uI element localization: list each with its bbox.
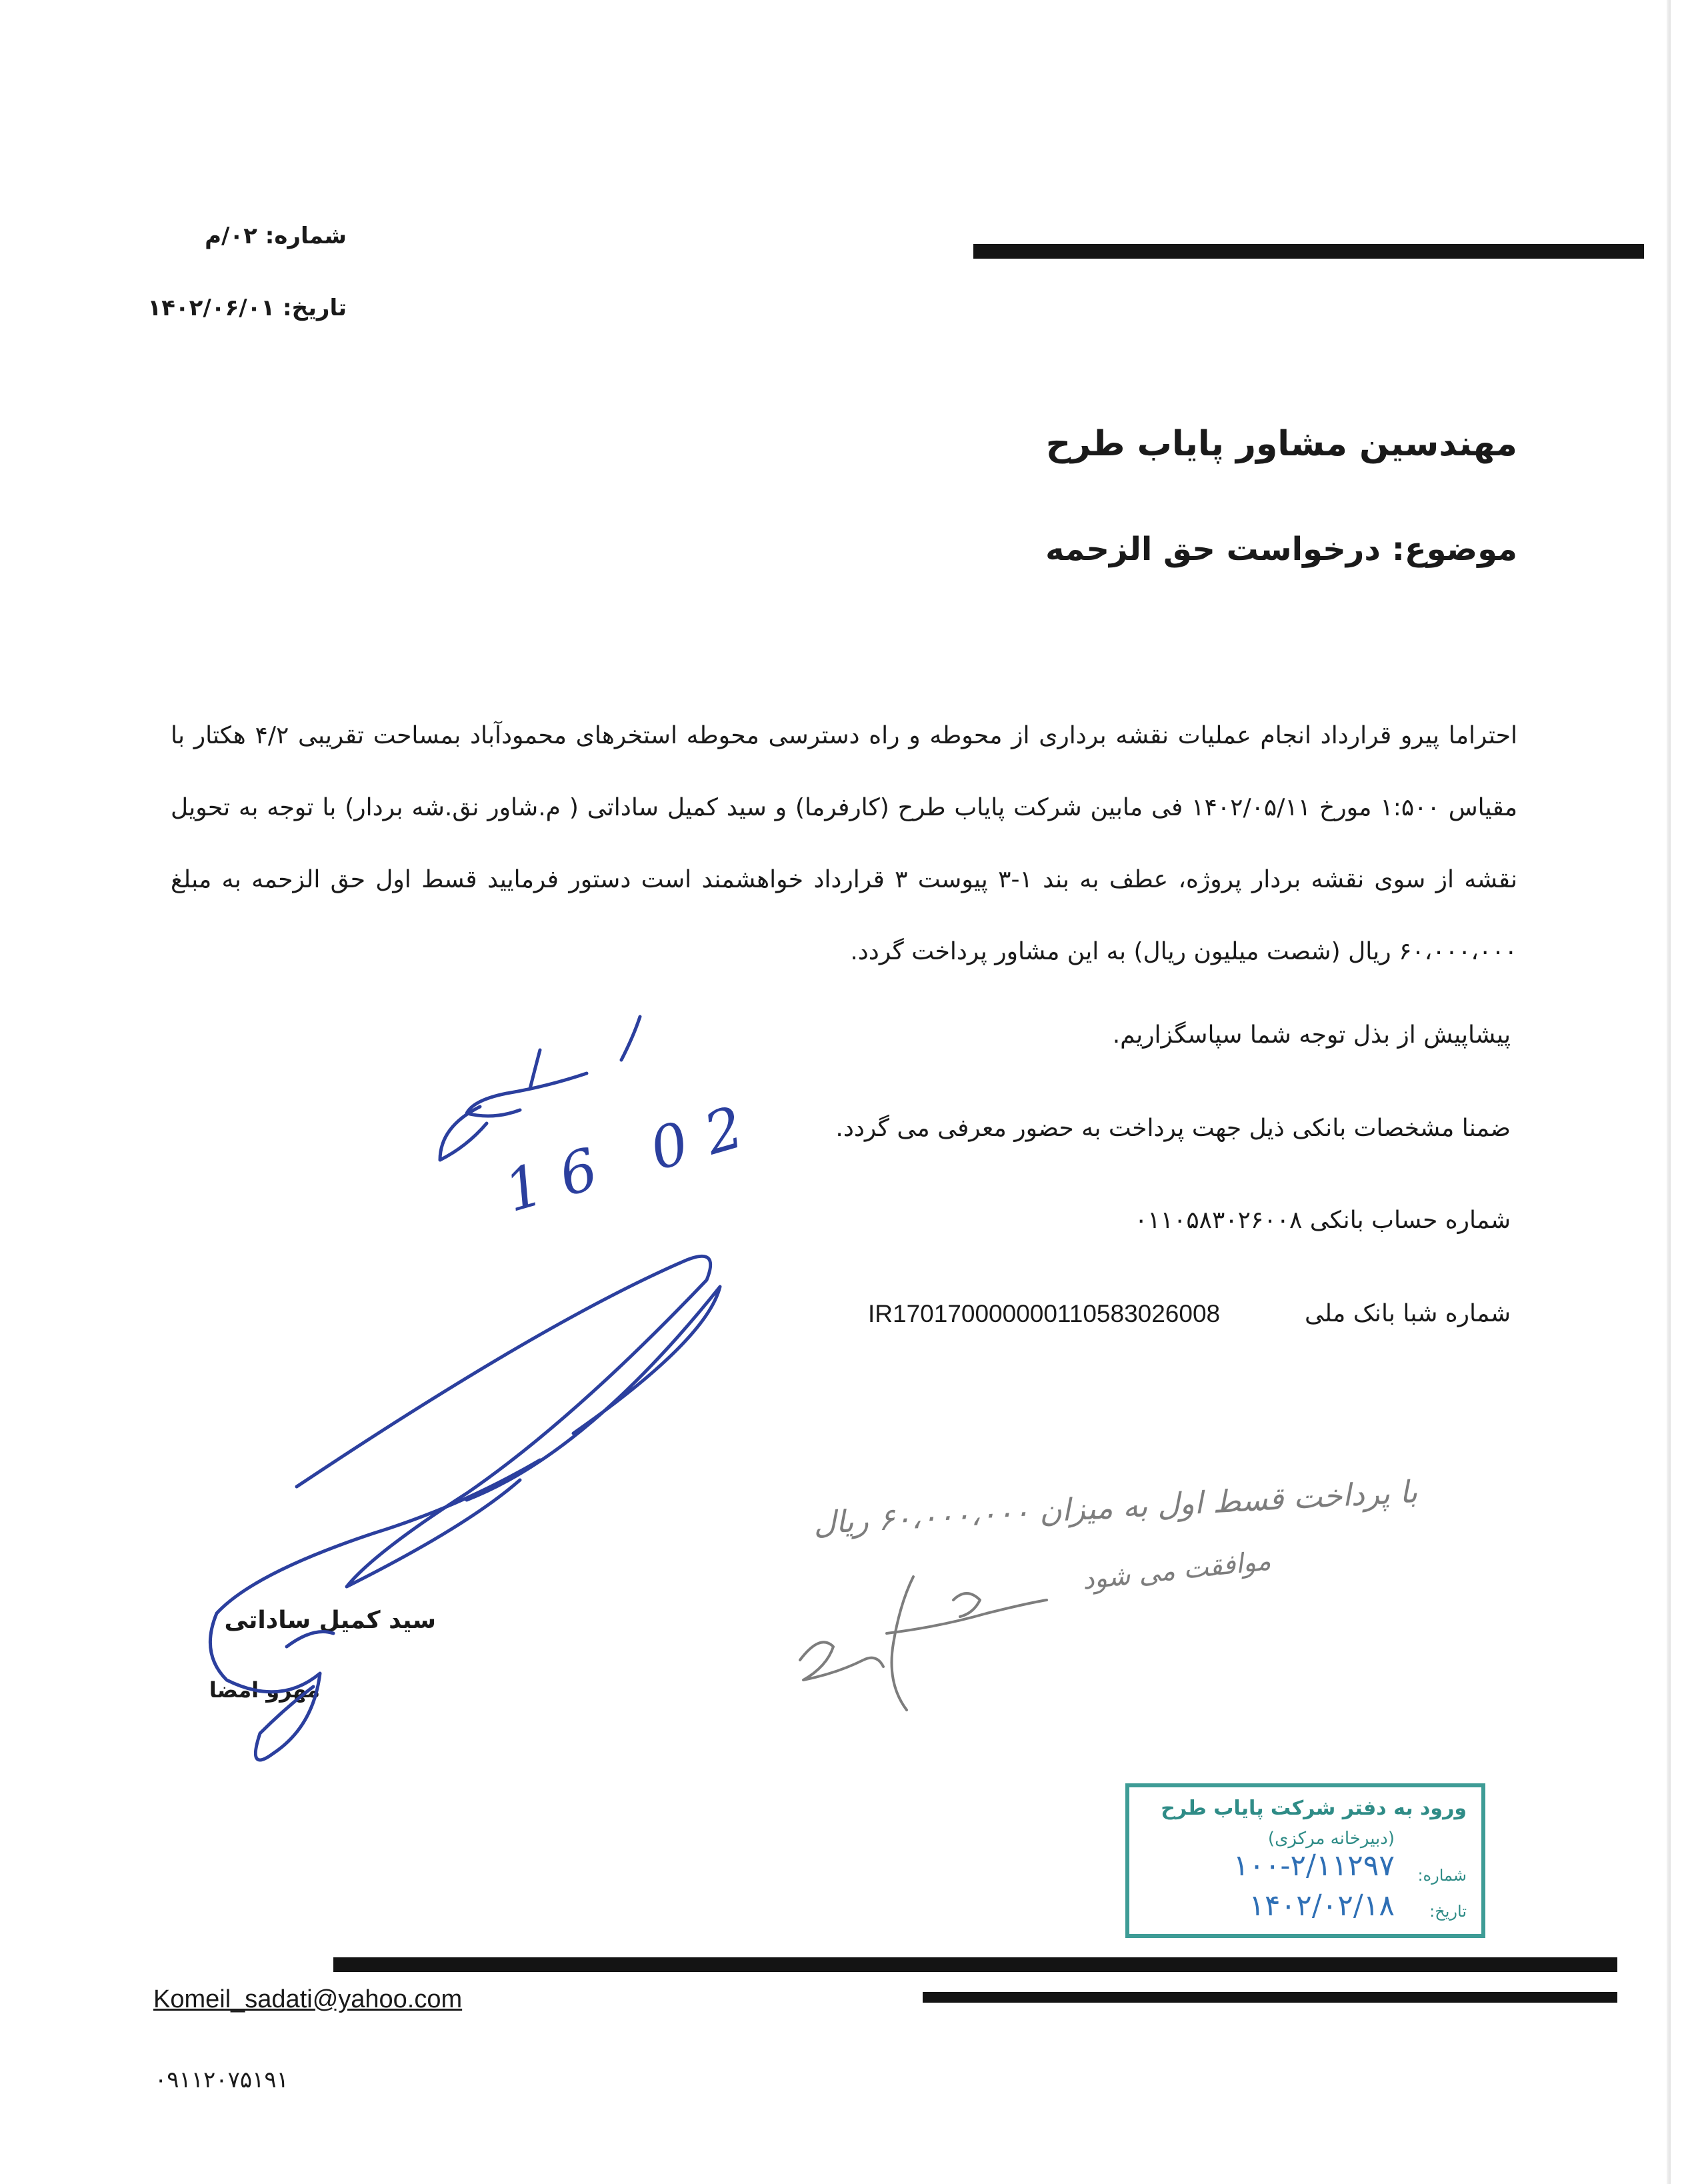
pencil-signature-stroke — [887, 1600, 1047, 1633]
stamp-number-value: ۱۰۰-۲/۱۱۲۹۷ — [1233, 1849, 1395, 1883]
letter-date: تاریخ: ۱۴۰۲/۰۶/۰۱ — [147, 295, 347, 321]
approval-mark-stroke — [440, 1107, 487, 1160]
stamp-subtitle: (دبیرخانه مرکزی) — [1267, 1829, 1395, 1849]
bank-intro-line: ضمنا مشخصات بانکی ذیل جهت پرداخت به حضور معرفی می گردد. — [835, 1115, 1511, 1142]
seal-and-signature-label: مهرو امضا — [209, 1677, 320, 1703]
recipient-heading: مهندسین مشاور پایاب طرح — [1045, 424, 1517, 464]
approval-mark-stroke — [530, 1050, 540, 1089]
handwritten-approval-note: موافقت می شود — [1081, 1545, 1273, 1596]
stamp-date-label: تاریخ: — [1429, 1902, 1467, 1921]
signature-stroke — [297, 1256, 711, 1587]
registration-stamp — [1125, 1783, 1485, 1938]
handwritten-payment-note: با پرداخت قسط اول به میزان ۶۰،۰۰۰،۰۰۰ ریال — [812, 1473, 1419, 1541]
header-rule — [973, 244, 1644, 259]
signatory-name: سید کمیل ساداتی — [224, 1607, 436, 1634]
sheba-label: شماره شبا بانک ملی — [1305, 1300, 1511, 1327]
footer-rule-lower — [923, 1992, 1617, 2003]
main-paragraph: احتراما پیرو قرارداد انجام عملیات نقشه برداری از محوطه و راه دسترسی محوطه استخرهای محمودآباد بمساحت تقریبی ۴/۲ هکتار با مقیاس ۱:۵۰۰ مورخ ۱۴۰۲/۰۵/۱۱ فی مابین شرکت پایاب طرح (کارفرما) و سید کمیل ساداتی ( م.شاور نق.شه بردار) با توجه به تحویل نقشه از سوی نقشه بردار پروژه، عطف به بند ۱-۳ پیوست ۳ قرارداد خواهشمند است دستور فرمایید قسط اول حق الزحمه به مبلغ ۶۰،۰۰۰،۰۰۰ ریال (شصت میلیون ریال) به این مشاور پرداخت گردد. — [171, 722, 1518, 965]
paper-edge — [1667, 0, 1671, 2184]
pencil-signature-stroke — [953, 1593, 980, 1617]
contact-email-link[interactable]: Komeil_sadati@yahoo.com — [153, 1985, 463, 2013]
approval-mark-stroke — [621, 1017, 640, 1060]
handwritten-annotation-digits: 16 02 — [497, 1088, 770, 1226]
stamp-date-value: ۱۴۰۲/۰۲/۱۸ — [1249, 1889, 1395, 1923]
contact-phone: ۰۹۱۱۲۰۷۵۱۹۱ — [155, 2067, 289, 2093]
sheba-number: IR170170000000110583026008 — [868, 1300, 1221, 1327]
stamp-title: ورود به دفتر شرکت پایاب طرح — [1161, 1797, 1467, 1820]
pencil-signature-stroke — [800, 1642, 883, 1680]
stamp-number-label: شماره: — [1417, 1866, 1467, 1885]
pencil-signature-stroke — [892, 1577, 914, 1710]
letter-number: شماره: ۰۲/م — [205, 223, 347, 249]
subject-line: موضوع: درخواست حق الزحمه — [1045, 531, 1517, 568]
thanks-line: پیشاپیش از بذل توجه شما سپاسگزاریم. — [1112, 1021, 1511, 1049]
footer-rule-upper — [333, 1957, 1617, 1972]
signature-stroke — [467, 1287, 720, 1500]
account-number-line: شماره حساب بانکی ۰۱۱۰۵۸۳۰۲۶۰۰۸ — [1134, 1207, 1511, 1234]
approval-mark-stroke — [467, 1073, 587, 1116]
